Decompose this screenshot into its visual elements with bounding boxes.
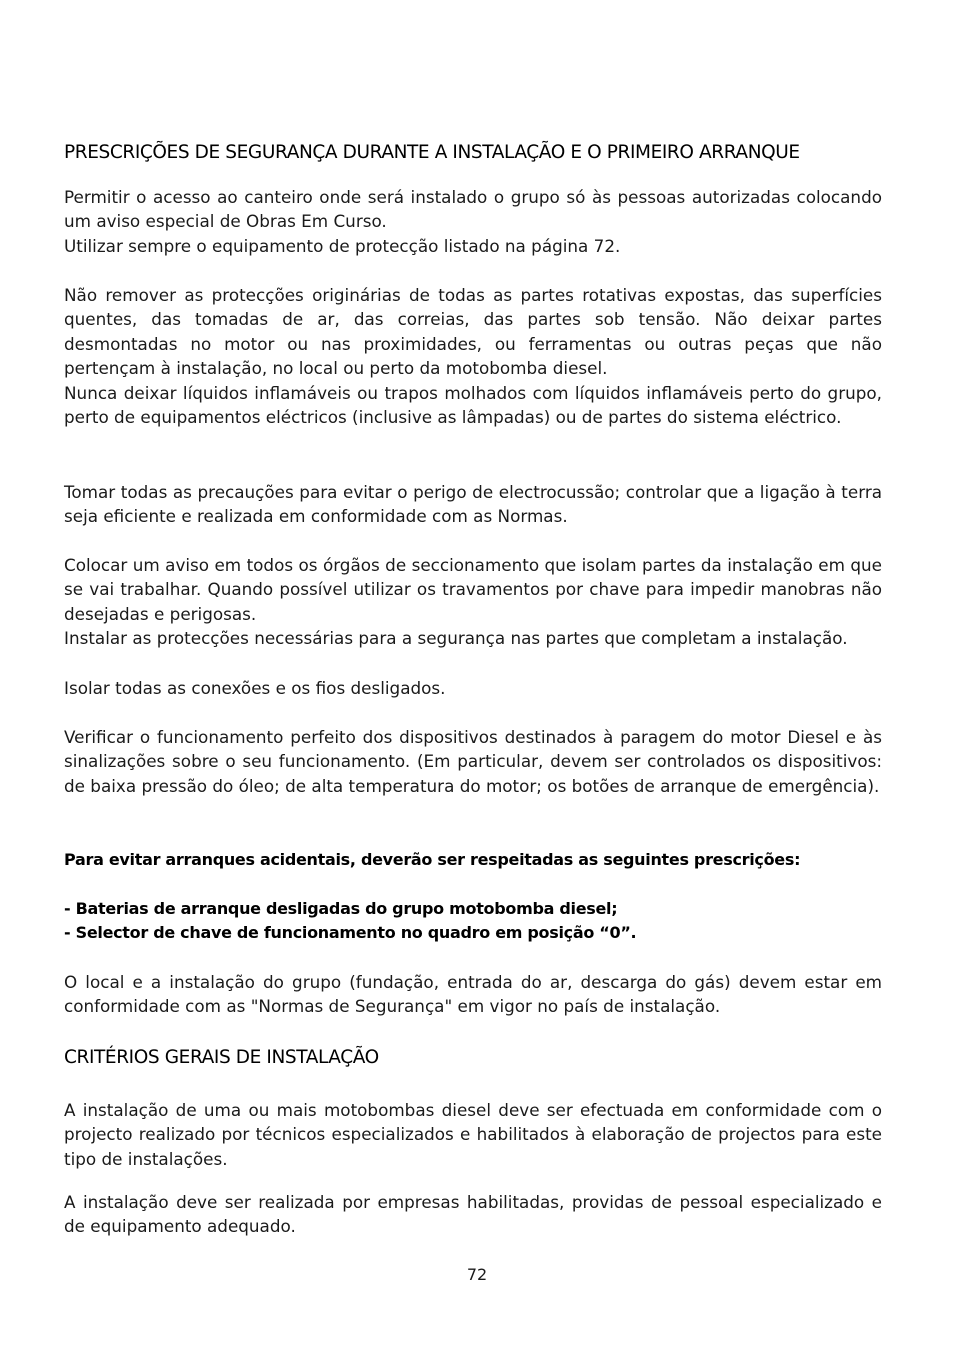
paragraph: Verificar o funcionamento perfeito dos dispositivos destinados à paragem do motor Diesel e às sinalizações sobre o seu funcionamento. (Em particular, devem ser controlados os dispositivos: de baixa pressão do óleo; de alta temperatura do motor; os botões de arranque de emergência). [64, 727, 882, 796]
paragraph: Colocar um aviso em todos os órgãos de seccionamento que isolam partes da instalação em que se vai trabalhar. Quando possível utilizar os travamentos por chave para impedir manobras não desejadas e perigosas. [64, 555, 882, 624]
paragraph-block-companies [64, 1190, 882, 1239]
paragraph: Permitir o acesso ao canteiro onde será instalado o grupo só às pessoas autorizadas colocando um aviso especial de Obras Em Curso. [64, 187, 882, 232]
warning-list-item: - Baterias de arranque desligadas do grupo motobomba diesel; [64, 899, 618, 918]
paragraph-block-verify [64, 725, 882, 798]
paragraph: Instalar as protecções necessárias para a segurança nas partes que completam a instalação. [64, 628, 848, 649]
paragraph-block-protections [64, 283, 882, 429]
paragraph-block-isolate [64, 676, 882, 700]
paragraph-block-electrocution [64, 480, 882, 529]
warning-list-item: - Selector de chave de funcionamento no quadro em posição “0”. [64, 923, 637, 943]
warning-intro-text: Para evitar arranques acidentais, deverão ser respeitadas as seguintes prescrições: [64, 850, 801, 869]
section-title-installation-criteria: CRITÉRIOS GERAIS DE INSTALAÇÃO [64, 1047, 379, 1068]
paragraph: Nunca deixar líquidos inflamáveis ou trapos molhados com líquidos inflamáveis perto do grupo, perto de equipamentos eléctricos (inclusive as lâmpadas) ou de partes do sistema eléctrico. [64, 382, 882, 428]
paragraph: Não remover as protecções originárias de todas as partes rotativas expostas, das superfícies quentes, das tomadas de ar, das correias, das partes sob tensão. Não deixar partes desmontadas no motor ou nas proximidades, ou ferramentas ou outras peças que não pertençam à instalação, no local ou perto da motobomba diesel. [64, 285, 882, 379]
paragraph: A instalação de uma ou mais motobombas diesel deve ser efectuada em conformidade com o projecto realizado por técnicos especializados e habilitados à elaboração de projectos para este tipo de instalações. [64, 1100, 882, 1169]
paragraph-block-sectioning [64, 553, 882, 651]
paragraph: A instalação deve ser realizada por empresas habilitadas, providas de pessoal especializado e de equipamento adequado. [64, 1192, 882, 1237]
paragraph: O local e a instalação do grupo (fundação, entrada do ar, descarga do gás) devem estar em conformidade com as "Normas de Segurança" em vigor no país de instalação. [64, 972, 882, 1017]
paragraph: Tomar todas as precauções para evitar o perigo de electrocussão; controlar que a ligação à terra seja eficiente e realizada em conformidade com as Normas. [64, 482, 882, 527]
paragraph-block-access [64, 185, 882, 258]
page-number: 72 [466, 1265, 488, 1284]
paragraph-block-closing [64, 970, 882, 1019]
warning-list [64, 897, 882, 946]
section-title-safety: PRESCRIÇÕES DE SEGURANÇA DURANTE A INSTALAÇÃO E O PRIMEIRO ARRANQUE [64, 142, 800, 163]
paragraph-block-project [64, 1098, 882, 1171]
paragraph: Utilizar sempre o equipamento de protecção listado na página 72. [64, 235, 621, 256]
warning-intro [64, 848, 882, 872]
paragraph: Isolar todas as conexões e os fios desligados. [64, 678, 446, 698]
